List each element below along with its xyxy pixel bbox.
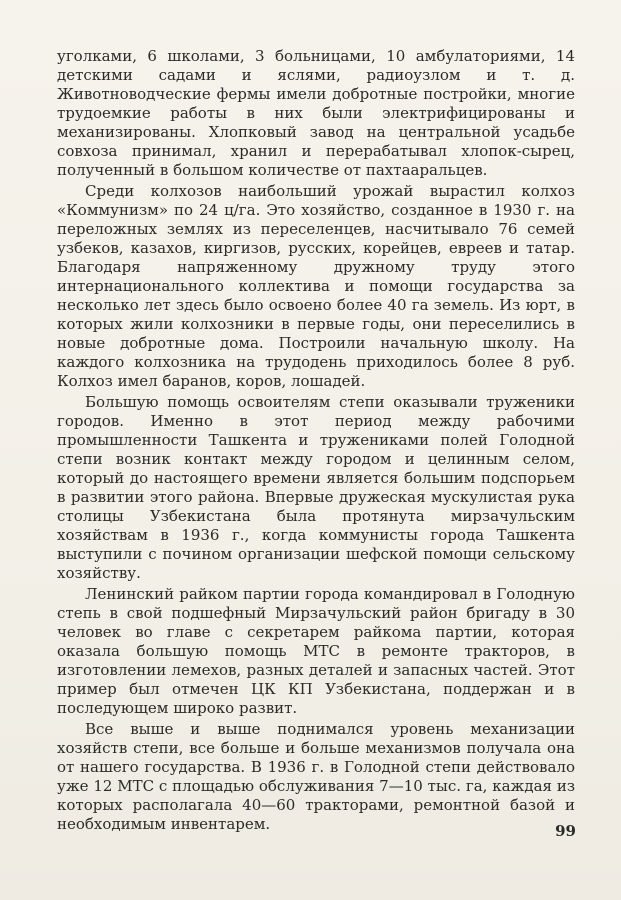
paragraph-4: Ленинский райком партии города командировал в Голодную степь в свой подшефный Мирзачульский район бригаду в 30 человек во главе с секретарем райкома партии, которая оказала большую помощь МТС в ремонте тракторов, в изготовлении лемехов, разных деталей и запасных частей. Этот пример был отмечен ЦК КП Узбекистана, поддержан и в последующем широко развит. [57, 585, 575, 717]
paragraph-5: Все выше и выше поднимался уровень механизации хозяйств степи, все больше и больше механизмов получала она от нашего государства. В 1936 г. в Голодной степи действовало уже 12 МТС с площадью обслуживания 7—10 тыс. га, каждая из которых располагала 40—60 тракторами, ремонтной базой и необходимым инвентарем. [57, 720, 575, 833]
body-text [57, 47, 575, 834]
paragraph-3: Большую помощь освоителям степи оказывали труженики городов. Именно в этот период между рабочими промышленности Ташкента и тружениками полей Голодной степи возник контакт между городом и целинным селом, который до настоящего времени является большим подспорьем в развитии этого района. Впервые дружеская мускулистая рука столицы Узбекистана была протянута мирзачульским хозяйствам в 1936 г., когда коммунисты города Ташкента выступили с почином организации шефской помощи сельскому хозяйству. [57, 393, 575, 582]
page-number: 99 [555, 822, 576, 840]
paragraph-1: уголками, 6 школами, 3 больницами, 10 амбулаториями, 14 детскими садами и яслями, радиоузлом и т. д. Животноводческие фермы имели добротные постройки, многие трудоемкие работы в них были электрифицированы и механизированы. Хлопковый завод на центральной усадьбе совхоза принимал, хранил и перерабатывал хлопок-сырец, полученный в большом количестве от пахтааральцев. [57, 47, 575, 179]
paragraph-2: Среди колхозов наибольший урожай вырастил колхоз «Коммунизм» по 24 ц/га. Это хозяйство, созданное в 1930 г. на переложных землях из переселенцев, насчитывало 76 семей узбеков, казахов, киргизов, русских, корейцев, евреев и татар. Благодаря напряженному дружному труду этого интернационального коллектива и помощи государства за несколько лет здесь было освоено более 40 га земель. Из юрт, в которых жили колхозники в первые годы, они переселились в новые добротные дома. Построили начальную школу. На каждого колхозника на трудодень приходилось более 8 руб. Колхоз имел баранов, коров, лошадей. [57, 182, 575, 390]
